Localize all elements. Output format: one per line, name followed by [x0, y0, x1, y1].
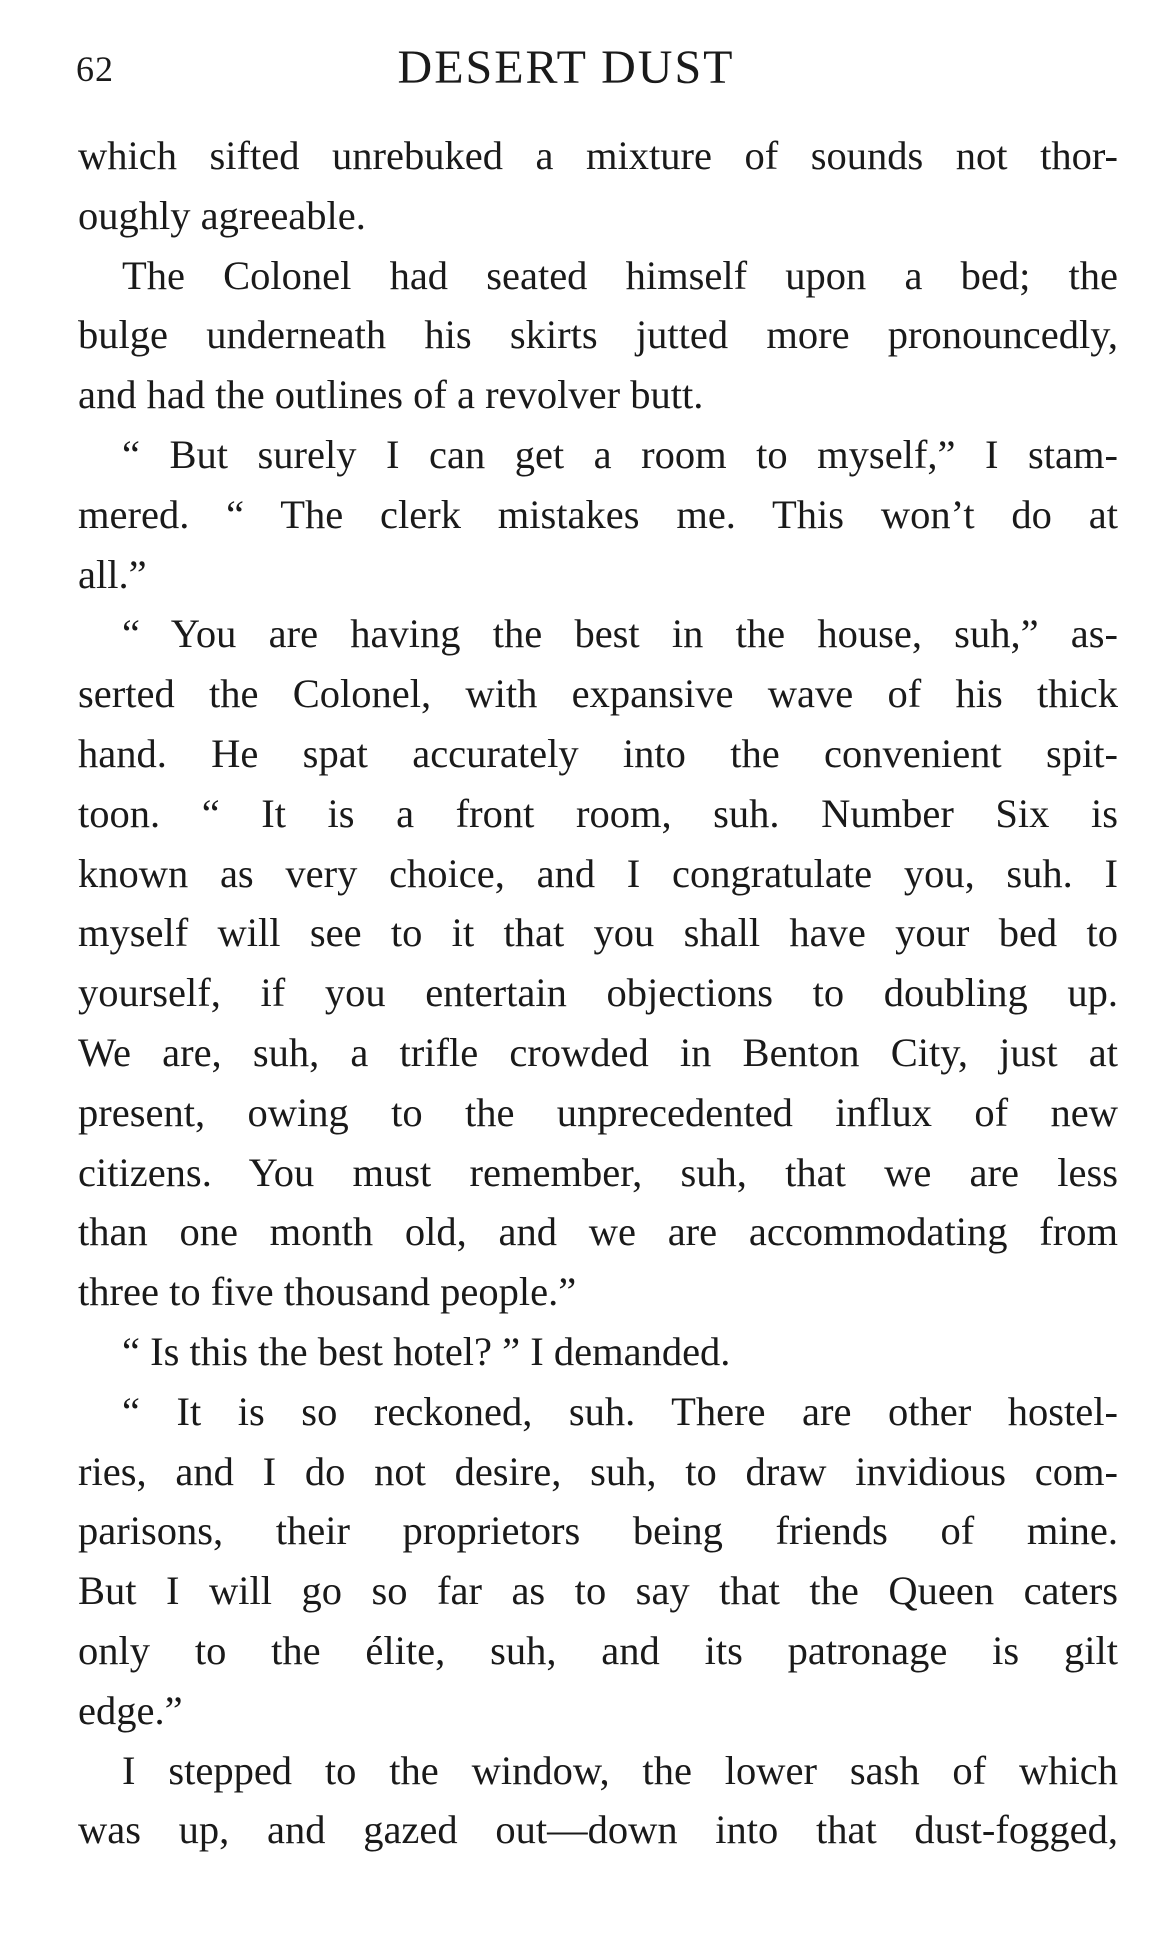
text-line: citizens. You must remember, suh, that we are less: [78, 1149, 1118, 1195]
text-line: only to the élite, suh, and its patronage is gilt: [78, 1627, 1118, 1673]
text-line: myself will see to it that you shall have your bed to: [78, 910, 1118, 956]
book-title: DESERT DUST: [397, 41, 735, 94]
text-line: which sifted unrebuked a mixture of sounds not thor-: [78, 133, 1118, 178]
text-line: But I will go so far as to say that the Queen caters: [78, 1568, 1118, 1614]
text-line: oughly agreeable.: [78, 192, 366, 238]
text-line: all.”: [78, 551, 147, 597]
text-line: We are, suh, a trifle crowded in Benton City, just at: [78, 1029, 1118, 1075]
text-line: and had the outlines of a revolver butt.: [78, 372, 704, 418]
text-line: “ It is so reckoned, suh. There are other hostel-: [122, 1388, 1118, 1434]
text-line: mered. “ The clerk mistakes me. This won’t do at: [78, 491, 1118, 537]
text-line: edge.”: [78, 1687, 183, 1733]
text-line: “ But surely I can get a room to myself,” I stam-: [122, 431, 1118, 477]
text-line: than one month old, and we are accommodating from: [78, 1209, 1118, 1255]
page-number: 62: [76, 49, 114, 89]
text-line: serted the Colonel, with expansive wave of his thick: [78, 671, 1118, 717]
text-line: “ You are having the best in the house, suh,” as-: [122, 611, 1118, 657]
text-line: “ Is this the best hotel? ” I demanded.: [122, 1328, 731, 1374]
text-line: hand. He spat accurately into the convenient spit-: [78, 730, 1118, 776]
text-line: known as very choice, and I congratulate you, suh. I: [78, 850, 1118, 896]
text-line: The Colonel had seated himself upon a bed; the: [122, 252, 1118, 298]
text-line: ries, and I do not desire, suh, to draw invidious com-: [78, 1448, 1118, 1494]
text-line: present, owing to the unprecedented influx of new: [78, 1089, 1118, 1135]
text-line: three to five thousand people.”: [78, 1269, 577, 1315]
text-line: parisons, their proprietors being friends of mine.: [78, 1508, 1118, 1554]
text-line: was up, and gazed out—down into that dust-fogged,: [78, 1807, 1118, 1853]
text-line: toon. “ It is a front room, suh. Number Six is: [78, 790, 1118, 836]
text-line: bulge underneath his skirts jutted more pronouncedly,: [78, 312, 1118, 358]
text-line: yourself, if you entertain objections to doubling up.: [78, 970, 1118, 1016]
running-head: [76, 40, 1116, 100]
body-text: [78, 126, 1118, 1860]
text-line: I stepped to the window, the lower sash of which: [122, 1747, 1118, 1793]
